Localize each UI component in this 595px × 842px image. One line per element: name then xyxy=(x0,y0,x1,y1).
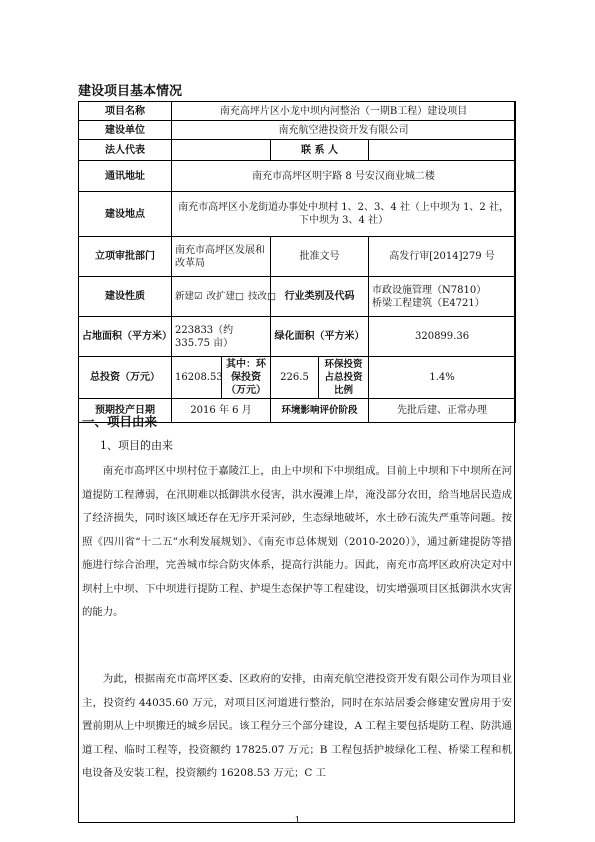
builder-value: 南充航空港投资开发有限公司 xyxy=(172,121,516,140)
section-subtitle: 1、项目的由来 xyxy=(100,439,173,452)
date-label: 预期投产日期 xyxy=(79,399,172,423)
env-ratio-label: 环保投资占总投资比例 xyxy=(319,357,369,399)
contact-label: 联 系 人 xyxy=(271,140,369,161)
project-name-label: 项目名称 xyxy=(79,102,172,121)
table-row xyxy=(79,192,516,237)
table-row xyxy=(79,237,516,277)
industry-label: 行业类别及代码 xyxy=(271,277,369,317)
legal-rep-label: 法人代表 xyxy=(79,140,172,161)
table-row xyxy=(79,161,516,192)
industry-line-2: 桥梁工程建筑（E4721） xyxy=(372,297,485,309)
env-invest-label: 其中：环保投资（万元） xyxy=(222,357,271,399)
table-row xyxy=(79,357,516,399)
table-row xyxy=(79,121,516,140)
nature-options xyxy=(172,277,276,317)
eia-stage-value: 先批后建、正常办理 xyxy=(369,399,516,423)
table-row xyxy=(79,277,516,317)
area-label: 占地面积（平方米） xyxy=(79,317,172,357)
builder-label: 建设单位 xyxy=(79,121,172,140)
address-value: 南充市高坪区明宇路 8 号安汉商业城二楼 xyxy=(172,161,516,192)
industry-value xyxy=(369,277,516,317)
eia-stage-label: 环境影响评价阶段 xyxy=(271,399,369,423)
table-row xyxy=(79,102,516,121)
site-value: 南充市高坪区小龙街道办事处中坝村 1、2、3、4 社（上中坝为 1、2 社，下中坝为 3、4 社） xyxy=(172,192,516,237)
invest-label: 总投资（万元） xyxy=(79,357,172,399)
page-number: 1 xyxy=(294,816,301,826)
project-info-table xyxy=(78,101,516,423)
table-row xyxy=(79,140,516,161)
approval-no-label: 批准文号 xyxy=(271,237,369,277)
area-value: 223833（约 335.75 亩） xyxy=(172,317,271,357)
address-label: 通讯地址 xyxy=(79,161,172,192)
invest-value: 16208.53 xyxy=(172,357,222,399)
section-title: 一、项目由来 xyxy=(82,414,158,429)
green-label: 绿化面积（平方米） xyxy=(271,317,369,357)
site-label: 建设地点 xyxy=(79,192,172,237)
nature-renovate-checkbox[interactable]: 技改□ xyxy=(248,291,276,302)
paragraph-1: 南充市高坪区中坝村位于嘉陵江上，由上中坝和下中坝组成。目前上中坝和下中坝所在河道提防工程薄弱，在汛期难以抵御洪水侵害，洪水漫滩上岸，淹没部分农田，给当地居民造成了经济损失，同时该区域还存在无序开采河砂，生态绿地破坏，水土砂石流失严重等问题。按照《四川省“十二五”水利发展规划》、《南充市总体规划（2010-2020）》，通过新建提防等措施进行综合治理，完善城市综合防灾体系，提高行洪能力。因此，南充市高坪区政府决定对中坝村上中坝、下中坝进行提防工程、护堤生态保护等工程建设，切实增强项目区抵御洪水灾害的能力。 xyxy=(82,465,512,618)
paragraph-2: 为此，根据南充市高坪区委、区政府的安排，由南充航空港投资开发有限公司作为项目业主，投资约 44035.60 万元，对项目区河道进行整治，同时在东站居委会修建安置房用于安置前期从上中坝搬迁的城乡居民。该工程分三个部分建设，A 工程主要包括堤防工程、防洪通道工程、临时工程等，投资额约 17825.07 万元；B 工程包括护坡绿化工程、桥梁工程和机电设备及安装工程，投资额约 16208.53 万元；C 工 xyxy=(82,673,512,779)
nature-expand-checkbox[interactable]: 改扩建□ xyxy=(206,291,245,302)
env-ratio-value: 1.4% xyxy=(369,357,516,399)
legal-rep-value xyxy=(172,140,271,161)
approval-dept-label: 立项审批部门 xyxy=(79,237,172,277)
date-value: 2016 年 6 月 xyxy=(172,399,271,423)
approval-dept-value: 南充市高坪区发展和改革局 xyxy=(172,237,271,277)
industry-line-1: 市政设施管理（N7810） xyxy=(372,284,487,296)
green-value: 320899.36 xyxy=(369,317,516,357)
project-name-value: 南充高坪片区小龙中坝内河整治（一期B工程）建设项目 xyxy=(172,102,516,121)
approval-no-value: 高发行审[2014]279 号 xyxy=(369,237,516,277)
nature-label: 建设性质 xyxy=(79,277,172,317)
nature-new-checkbox[interactable]: 新建☑ xyxy=(175,291,203,302)
page-title: 建设项目基本情况 xyxy=(78,84,183,99)
contact-value xyxy=(369,140,516,161)
table-row xyxy=(79,317,516,357)
env-invest-value: 226.5 xyxy=(271,357,319,399)
